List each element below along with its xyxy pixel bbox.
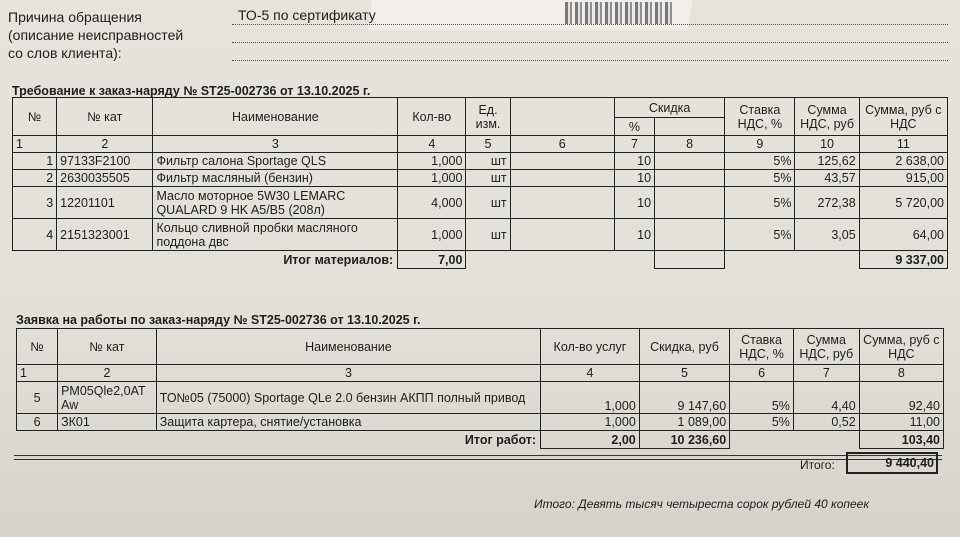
grand-total-value: 9 440,40	[846, 452, 938, 474]
works-total-discount: 10 236,60	[639, 431, 729, 449]
materials-total-sum: 9 337,00	[859, 251, 947, 269]
row-vat-sum: 43,57	[795, 170, 859, 187]
table-row	[17, 414, 944, 431]
row-qty: 4,000	[398, 187, 466, 219]
row-cat: ЗК01	[58, 414, 157, 431]
row-unit: шт	[466, 170, 510, 187]
row-vat: 5%	[725, 219, 795, 251]
header-num: №	[13, 98, 57, 136]
row-qty: 1,000	[398, 170, 466, 187]
header-pct: %	[614, 118, 654, 136]
row-col6	[510, 153, 614, 170]
works-title: Заявка на работы по заказ-наряду № ST25-002736 от 13.10.2025 г.	[16, 313, 421, 327]
reason-label-line: со слов клиента):	[8, 45, 122, 61]
dotted-line	[232, 60, 948, 61]
col-number: 7	[793, 365, 859, 382]
row-vat: 5%	[725, 187, 795, 219]
row-pct: 10	[614, 219, 654, 251]
col-number: 1	[17, 365, 58, 382]
column-number-row	[13, 136, 948, 153]
row-total: 5 720,00	[859, 187, 947, 219]
row-vat-sum: 4,40	[793, 382, 859, 414]
total-row	[13, 251, 948, 269]
row-total: 92,40	[859, 382, 943, 414]
row-pct: 10	[614, 187, 654, 219]
header-vat-rate: Ставка НДС, %	[725, 98, 795, 136]
col-number: 8	[859, 365, 943, 382]
table-row	[13, 187, 948, 219]
col-number: 6	[730, 365, 794, 382]
works-table	[16, 328, 944, 449]
row-name: ТО№05 (75000) Sportage QLe 2.0 бензин АКПП полный привод	[156, 382, 540, 414]
row-discount	[655, 170, 725, 187]
row-vat-sum: 0,52	[793, 414, 859, 431]
header-discount-sum	[655, 118, 725, 136]
row-discount	[655, 219, 725, 251]
materials-total-label: Итог материалов:	[283, 252, 394, 267]
row-num: 4	[13, 219, 57, 251]
header-name: Наименование	[153, 98, 398, 136]
materials-total-discount	[655, 251, 725, 269]
table-header-row	[17, 329, 944, 365]
col-number: 9	[725, 136, 795, 153]
header-cat: № кат	[57, 98, 153, 136]
header-total: Сумма, руб с НДС	[859, 98, 947, 136]
row-vat: 5%	[725, 170, 795, 187]
row-qty: 1,000	[398, 153, 466, 170]
row-col6	[510, 170, 614, 187]
header-unit: Ед. изм.	[466, 98, 510, 136]
col-number: 5	[466, 136, 510, 153]
row-num: 6	[17, 414, 58, 431]
row-col6	[510, 187, 614, 219]
col-number: 2	[58, 365, 157, 382]
header-qty: Кол-во	[398, 98, 466, 136]
materials-title: Требование к заказ-наряду № ST25-002736 от 13.10.2025 г.	[12, 84, 371, 98]
row-unit: шт	[466, 219, 510, 251]
divider	[14, 455, 942, 456]
col-number: 11	[859, 136, 947, 153]
row-vat-sum: 3,05	[795, 219, 859, 251]
header-name: Наименование	[156, 329, 540, 365]
table-row	[13, 153, 948, 170]
header-vat-rate: Ставка НДС, %	[730, 329, 794, 365]
row-total: 2 638,00	[859, 153, 947, 170]
row-vat: 5%	[730, 382, 794, 414]
col-number: 6	[510, 136, 614, 153]
row-total: 64,00	[859, 219, 947, 251]
header-cat: № кат	[58, 329, 157, 365]
header-num: №	[17, 329, 58, 365]
row-name: Фильтр салона Sportage QLS	[153, 153, 398, 170]
row-cat: 2151323001	[57, 219, 153, 251]
header-discount: Скидка, руб	[639, 329, 729, 365]
dotted-line	[232, 24, 948, 25]
reason-label	[8, 8, 183, 62]
row-cat: 97133F2100	[57, 153, 153, 170]
col-number: 8	[655, 136, 725, 153]
row-qty: 1,000	[541, 414, 640, 431]
row-pct: 10	[614, 170, 654, 187]
header-qty: Кол-во услуг	[541, 329, 640, 365]
dotted-line	[232, 42, 948, 43]
col-number: 10	[795, 136, 859, 153]
header-col6	[510, 98, 614, 136]
row-num: 3	[13, 187, 57, 219]
row-pct: 10	[614, 153, 654, 170]
row-vat-sum: 272,38	[795, 187, 859, 219]
row-discount	[655, 153, 725, 170]
reason-value: ТО-5 по сертификату	[238, 7, 376, 23]
row-vat: 5%	[730, 414, 794, 431]
row-name: Кольцо сливной пробки масляного поддона двс	[153, 219, 398, 251]
qr-code-icon	[565, 2, 675, 24]
col-number: 1	[13, 136, 57, 153]
row-col6	[510, 219, 614, 251]
row-total: 915,00	[859, 170, 947, 187]
row-cat: 12201101	[57, 187, 153, 219]
total-in-words: Итого: Девять тысяч четыреста сорок рублей 40 копеек	[534, 497, 869, 511]
row-discount: 9 147,60	[639, 382, 729, 414]
header-vat-sum: Сумма НДС, руб	[795, 98, 859, 136]
row-vat-sum: 125,62	[795, 153, 859, 170]
grand-total-label: Итого:	[800, 458, 835, 472]
materials-total-qty: 7,00	[398, 251, 466, 269]
header-total: Сумма, руб с НДС	[859, 329, 943, 365]
row-unit: шт	[466, 187, 510, 219]
row-cat: PM05Qle2,0ATAw	[58, 382, 157, 414]
reason-label-line: Причина обращения	[8, 9, 142, 25]
header-vat-sum: Сумма НДС, руб	[793, 329, 859, 365]
col-number: 3	[156, 365, 540, 382]
row-name: Масло моторное 5W30 LEMARC QUALARD 9 HK A5/B5 (208л)	[153, 187, 398, 219]
row-num: 1	[13, 153, 57, 170]
row-discount	[655, 187, 725, 219]
col-number: 7	[614, 136, 654, 153]
total-row	[17, 431, 944, 449]
row-discount: 1 089,00	[639, 414, 729, 431]
table-row	[17, 382, 944, 414]
reason-label-line: (описание неисправностей	[8, 27, 184, 43]
works-total-label: Итог работ:	[464, 432, 537, 447]
col-number: 4	[541, 365, 640, 382]
row-unit: шт	[466, 153, 510, 170]
column-number-row	[17, 365, 944, 382]
row-qty: 1,000	[398, 219, 466, 251]
table-row	[13, 219, 948, 251]
col-number: 2	[57, 136, 153, 153]
col-number: 3	[153, 136, 398, 153]
works-total-qty: 2,00	[541, 431, 640, 449]
table-header-row	[13, 98, 948, 118]
row-num: 5	[17, 382, 58, 414]
row-num: 2	[13, 170, 57, 187]
header-discount: Скидка	[614, 98, 724, 118]
row-vat: 5%	[725, 153, 795, 170]
row-qty: 1,000	[541, 382, 640, 414]
row-name: Фильтр масляный (бензин)	[153, 170, 398, 187]
materials-table	[12, 97, 948, 269]
col-number: 4	[398, 136, 466, 153]
row-name: Защита картера, снятие/установка	[156, 414, 540, 431]
row-cat: 2630035505	[57, 170, 153, 187]
col-number: 5	[639, 365, 729, 382]
table-row	[13, 170, 948, 187]
works-total-sum: 103,40	[859, 431, 943, 449]
row-total: 11,00	[859, 414, 943, 431]
